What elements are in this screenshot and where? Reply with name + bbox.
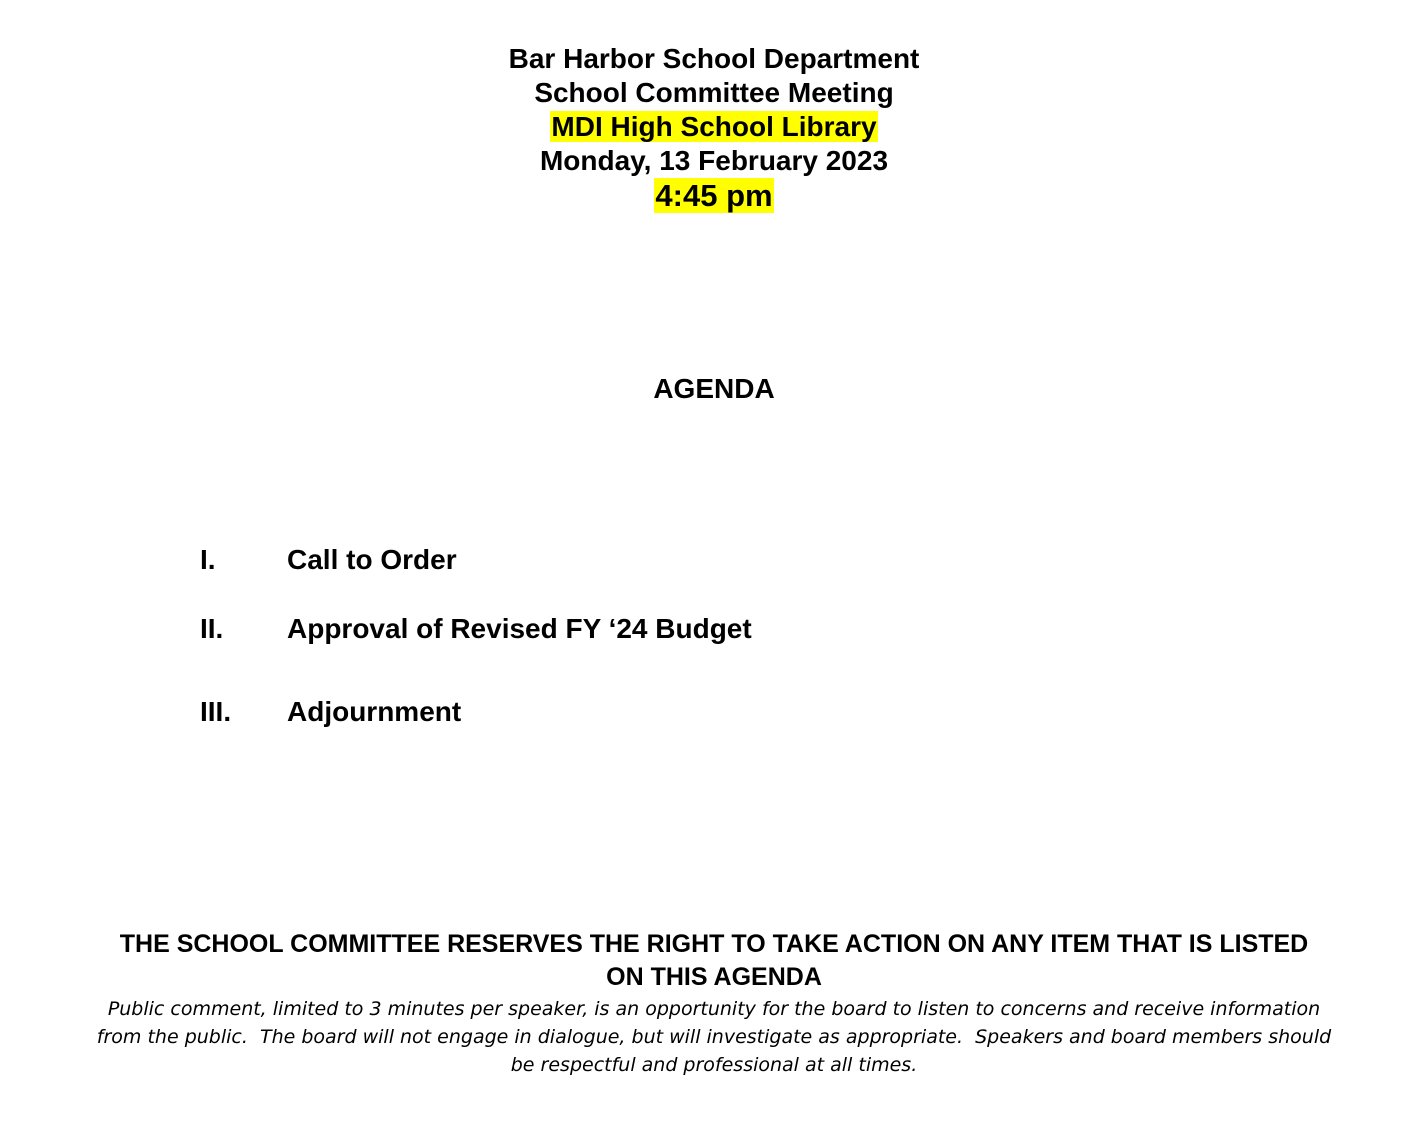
agenda-item-number: II. xyxy=(200,613,224,644)
agenda-item-number: III. xyxy=(200,696,232,727)
agenda-item xyxy=(200,612,752,646)
meeting-time: 4:45 pm xyxy=(655,178,773,213)
agenda-title: AGENDA xyxy=(653,373,775,404)
agenda-item-label: Call to Order xyxy=(287,544,457,575)
action-notice: THE SCHOOL COMMITTEE RESERVES THE RIGHT TO TAKE ACTION ON ANY ITEM THAT IS LISTED ON THIS AGENDA xyxy=(119,930,1309,991)
organization-name: Bar Harbor School Department xyxy=(508,43,920,74)
agenda-item xyxy=(200,543,457,577)
agenda-item xyxy=(200,695,461,729)
document-header xyxy=(0,42,1428,214)
public-comment-policy: Public comment, limited to 3 minutes per speaker, is an opportunity for the board to listen to concerns and receive information from the public. The board will not engage in dialogue, but will investigate as appropriate. Speakers and board members should be respectful and professional at all times. xyxy=(96,998,1338,1076)
meeting-date: Monday, 13 February 2023 xyxy=(539,145,889,176)
meeting-location: MDI High School Library xyxy=(551,111,877,142)
agenda-item-label: Adjournment xyxy=(287,696,462,727)
meeting-time-line xyxy=(0,178,1428,214)
agenda-item-number: I. xyxy=(200,544,216,575)
meeting-title: School Committee Meeting xyxy=(534,77,894,108)
meeting-location-line xyxy=(0,110,1428,144)
agenda-item-label: Approval of Revised FY ‘24 Budget xyxy=(287,613,752,644)
